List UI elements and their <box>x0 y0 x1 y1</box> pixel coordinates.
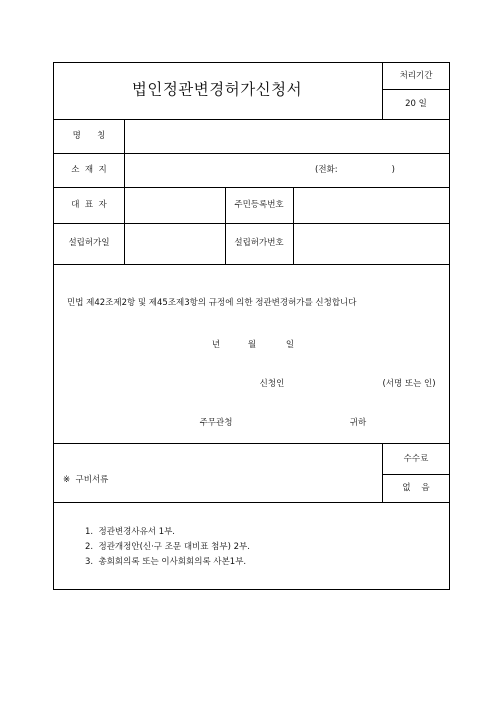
divider-middle-right <box>293 187 294 264</box>
divider-representative <box>54 223 449 224</box>
application-statement: 민법 제42조제2항 및 제45조제3항의 규정에 의한 정관변경허가를 신청합니다 <box>67 297 357 308</box>
divider-fee <box>382 474 449 475</box>
document-item: 3. 총회회의록 또는 이사회회의록 사본1부. <box>85 556 247 567</box>
date-month: 월 <box>247 339 257 350</box>
divider-address <box>54 187 449 188</box>
divider-title-vertical <box>382 63 383 119</box>
divider-title <box>54 119 449 120</box>
divider-label-column <box>124 119 125 264</box>
document-item: 1. 정관변경사유서 1부. <box>85 526 176 537</box>
name-label: 명 칭 <box>72 130 106 141</box>
date-day: 일 <box>285 339 295 350</box>
divider-permit <box>54 264 449 265</box>
divider-middle-left <box>225 187 226 264</box>
permit-number-label: 설립허가번호 <box>234 237 284 248</box>
permit-date-label: 설립허가일 <box>68 237 110 248</box>
phone-label: (전화: ) <box>315 164 395 175</box>
required-documents-heading: ※ 구비서류 <box>63 474 109 485</box>
resident-number-label: 주민등록번호 <box>234 199 284 210</box>
fee-value: 없 음 <box>402 482 430 493</box>
application-form <box>53 62 450 590</box>
applicant-label: 신청인 <box>259 378 285 389</box>
representative-label: 대 표 자 <box>71 199 107 210</box>
fee-label: 수수료 <box>403 453 429 464</box>
divider-body <box>54 443 449 444</box>
divider-fee-vertical <box>382 443 383 502</box>
divider-documents <box>54 502 449 503</box>
processing-period-value: 20 일 <box>405 98 427 109</box>
date-year: 년 <box>211 339 221 350</box>
address-label: 소 재 지 <box>71 164 107 175</box>
divider-period <box>382 89 449 90</box>
recipient-authority: 주무관청 <box>199 417 233 428</box>
processing-period-label: 처리기간 <box>399 70 433 81</box>
honorific: 귀하 <box>349 417 367 428</box>
signature-label: (서명 또는 인) <box>382 378 436 389</box>
document-item: 2. 정관개정안(신·구 조문 대비표 첨부) 2부. <box>85 541 250 552</box>
divider-name <box>54 153 449 154</box>
form-title: 법인정관변경허가신청서 <box>131 80 303 99</box>
